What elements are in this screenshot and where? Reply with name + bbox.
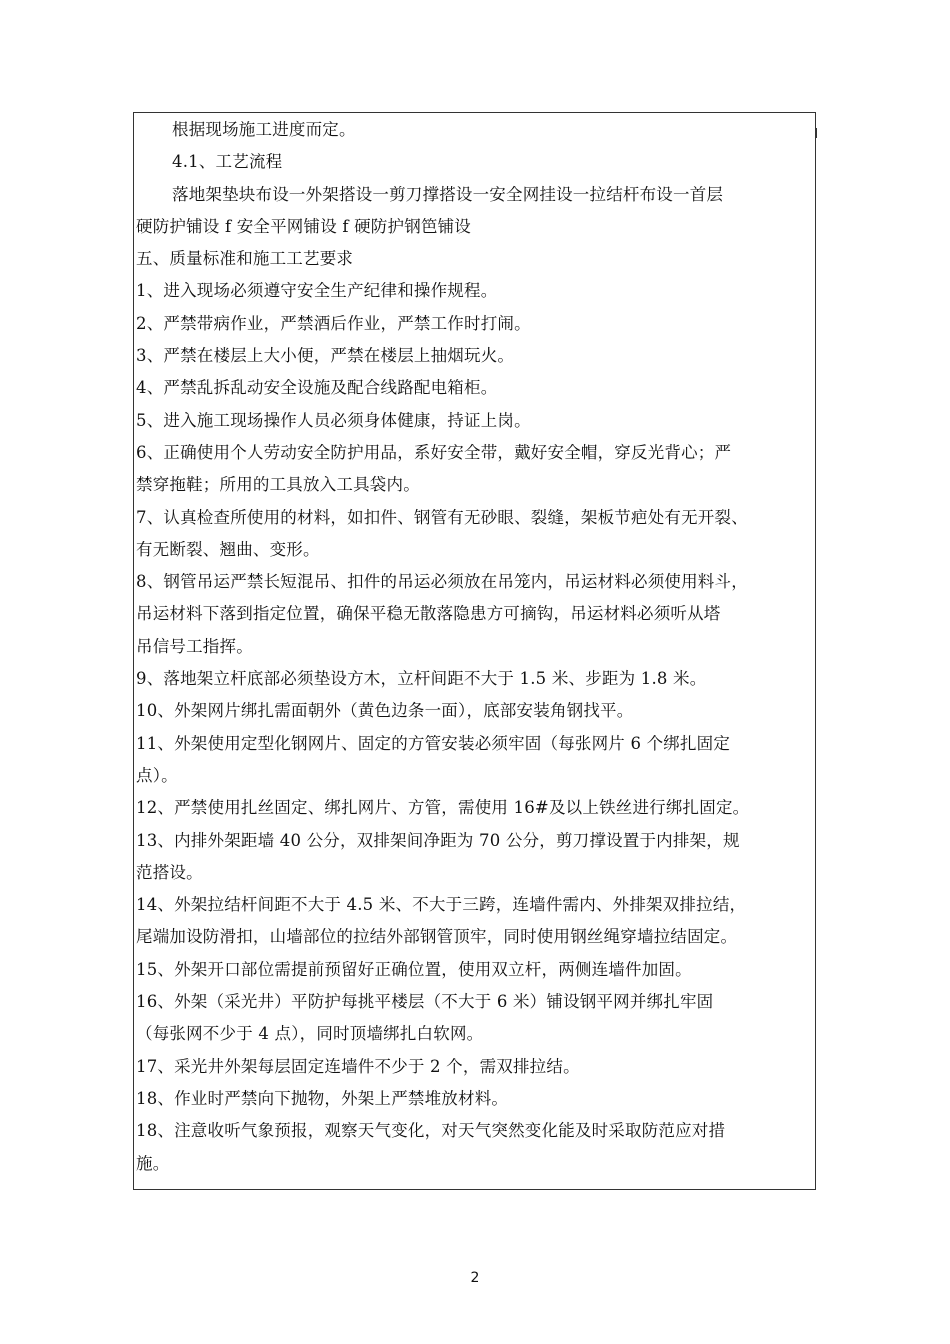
requirement-line: 5、进入施工现场操作人员必须身体健康，持证上岗。 [136,410,531,430]
requirement-line: 6、正确使用个人劳动安全防护用品，系好安全带，戴好安全帽，穿反光背心；严 [136,442,732,462]
requirement-line: 范搭设。 [136,862,203,882]
requirement-line: 9、落地架立杆底部必须垫设方木，立杆间距不大于 1.5 米、步距为 1.8 米。 [136,669,707,689]
process-heading: 4.1、工艺流程 [172,152,283,172]
requirement-line: 18、作业时严禁向下抛物，外架上严禁堆放材料。 [136,1088,509,1108]
requirement-line: 吊信号工指挥。 [136,636,253,656]
requirement-line: 2、严禁带病作业，严禁酒后作业，严禁工作时打闹。 [136,313,531,333]
intro-line: 根据现场施工进度而定。 [172,120,356,139]
requirement-line: 吊运材料下落到指定位置，确保平稳无散落隐患方可摘钩，吊运材料必须听从塔 [136,604,721,624]
requirement-line: 14、外架拉结杆间距不大于 4.5 米、不大于三跨，连墙件需内、外排架双排拉结， [136,895,747,915]
requirement-line: 10、外架网片绑扎需面朝外（黄色边条一面），底部安装角钢找平。 [136,701,634,721]
section-title: 五、质量标准和施工工艺要求 [136,249,354,269]
requirement-line: 3、严禁在楼层上大小便，严禁在楼层上抽烟玩火。 [136,346,515,366]
requirement-line: 15、外架开口部位需提前预留好正确位置，使用双立杆，两侧连墙件加固。 [136,959,692,979]
requirement-line: 1、进入现场必须遵守安全生产纪律和操作规程。 [136,281,498,301]
requirement-line: 13、内排外架距墙 40 公分，双排架间净距为 70 公分，剪刀撑设置于内排架，规 [136,830,740,850]
requirement-line: 禁穿拖鞋；所用的工具放入工具袋内。 [136,475,420,495]
requirement-line: 4、严禁乱拆乱动安全设施及配合线路配电箱柜。 [136,378,498,398]
requirement-line: 17、采光井外架每层固定连墙件不少于 2 个，需双排拉结。 [136,1056,580,1076]
requirement-line: （每张网不少于 4 点），同时顶墙绑扎白软网。 [136,1024,484,1044]
requirement-line: 有无断裂、翘曲、变形。 [136,539,320,559]
requirement-line: 点）。 [136,765,178,785]
page-number: 2 [470,1270,480,1286]
requirement-line: 11、外架使用定型化钢网片、固定的方管安装必须牢固（每张网片 6 个绑扎固定 [136,733,731,753]
requirement-line: 尾端加设防滑扣，山墙部位的拉结外部钢管顶牢，同时使用钢丝绳穿墙拉结固定。 [136,927,738,947]
requirement-line: 施。 [136,1153,170,1173]
requirement-line: 7、认真检查所使用的材料，如扣件、钢管有无砂眼、裂缝，架板节疤处有无开裂、 [136,507,748,527]
process-flow-line: 硬防护铺设 f 安全平网铺设 f 硬防护钢笆铺设 [136,216,471,236]
document-body [136,114,816,1180]
process-flow-line: 落地架垫块布设一外架搭设一剪刀撑搭设一安全网挂设一拉结杆布设一首层 [172,184,724,204]
requirement-line: 8、钢管吊运严禁长短混吊、扣件的吊运必须放在吊笼内，吊运材料必须使用料斗， [136,572,748,592]
requirement-line: 16、外架（采光井）平防护每挑平楼层（不大于 6 米）铺设钢平网并绑扎牢固 [136,992,714,1012]
requirement-line: 12、严禁使用扎丝固定、绑扎网片、方管，需使用 16#及以上铁丝进行绑扎固定。 [136,798,750,818]
requirement-line: 18、注意收听气象预报，观察天气变化，对天气突然变化能及时采取防范应对措 [136,1121,726,1141]
